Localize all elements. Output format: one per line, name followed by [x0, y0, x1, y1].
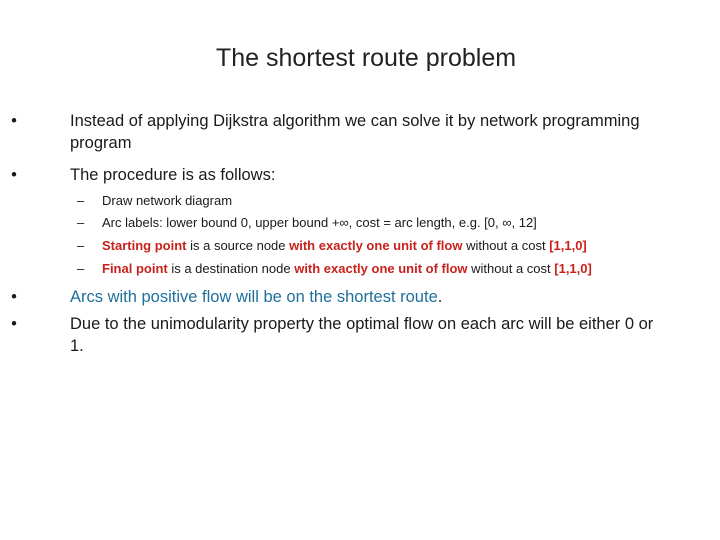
bullet-text: The procedure is as follows: — [70, 166, 276, 184]
sub-text — [102, 260, 592, 278]
emphasis-blue: Arcs with positive flow will be on the shortest route — [70, 288, 438, 306]
sub-text — [102, 237, 587, 255]
emphasis-red: with exactly one unit of flow — [289, 238, 463, 253]
emphasis-red: [1,1,0] — [554, 261, 592, 276]
sub-text: Draw network diagram — [102, 193, 233, 208]
bullet-dot: • — [11, 166, 17, 184]
sub-dash: – — [77, 193, 85, 208]
sub-dash: – — [77, 238, 85, 253]
sub-text: Arc labels: lower bound 0, upper bound +∞, cost = arc length, e.g. [0, ∞, 12] — [102, 215, 537, 230]
emphasis-red: [1,1,0] — [549, 238, 587, 253]
sub-text-plain: without a cost — [467, 261, 555, 276]
bullet-text-plain: . — [437, 288, 443, 306]
sub-text-plain: without a cost — [462, 238, 550, 253]
sub-dash: – — [77, 215, 85, 230]
bullet-dot: • — [11, 112, 17, 130]
bullet-text: Instead of applying Dijkstra algorithm we can solve it by network programming program — [70, 112, 640, 152]
sub-text-plain: is a destination node — [167, 261, 295, 276]
bullet-dot: • — [11, 315, 17, 333]
emphasis-red: Starting point — [102, 238, 187, 253]
bullet-text: Due to the unimodularity property the optimal flow on each arc will be either 0 or 1. — [70, 315, 654, 355]
bullet-text — [70, 286, 670, 308]
emphasis-red: with exactly one unit of flow — [294, 261, 468, 276]
sub-text-plain: is a source node — [186, 238, 290, 253]
sub-dash: – — [77, 261, 85, 276]
page-title: The shortest route problem — [215, 44, 517, 72]
bullet-dot: • — [11, 288, 17, 306]
emphasis-red: Final point — [102, 261, 168, 276]
